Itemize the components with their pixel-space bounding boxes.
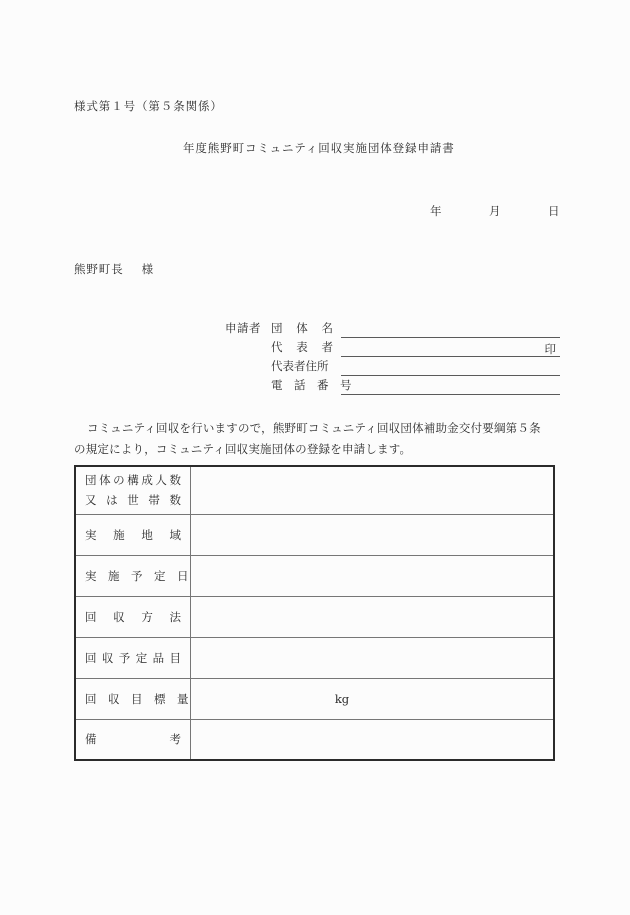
table-row bbox=[75, 466, 554, 514]
row-value-area[interactable] bbox=[191, 514, 555, 555]
date-month-label: 月 bbox=[489, 204, 501, 218]
body-paragraph bbox=[74, 418, 558, 460]
row-label-line-1: 団体の構成人数 bbox=[85, 473, 181, 488]
addressee bbox=[74, 261, 154, 277]
applicant-block bbox=[225, 320, 560, 396]
row-label-line-2: 又 は 世 帯 数 bbox=[85, 493, 181, 508]
table-row bbox=[75, 514, 554, 555]
representative-field[interactable] bbox=[341, 339, 560, 357]
row-unit-kg: kg bbox=[334, 691, 350, 706]
application-details-table bbox=[74, 465, 555, 761]
phone-number-label: 電 話 番 号 bbox=[271, 378, 352, 392]
body-line-1: コミュニティ回収を行いますので，熊野町コミュニティ回収団体補助金交付要綱第５条 bbox=[87, 421, 541, 435]
page-title: 年度熊野町コミュニティ回収実施団体登録申請書 bbox=[183, 141, 455, 155]
table-row bbox=[75, 678, 554, 719]
applicant-row-representative bbox=[225, 339, 560, 358]
seal-stamp-icon: 印 bbox=[544, 341, 556, 356]
table-row bbox=[75, 637, 554, 678]
organization-name-label: 団 体 名 bbox=[271, 321, 333, 335]
organization-name-field[interactable] bbox=[341, 320, 560, 338]
applicant-row-organization bbox=[225, 320, 560, 339]
representative-address-field[interactable] bbox=[341, 358, 560, 376]
row-value-scheduled-date[interactable] bbox=[191, 555, 555, 596]
row-label-planned-items: 回収予定品目 bbox=[75, 637, 191, 678]
row-label-target-amount: 回 収 目 標 量 bbox=[75, 678, 191, 719]
representative-label: 代 表 者 bbox=[271, 340, 333, 354]
body-line-2: の規定により，コミュニティ回収実施団体の登録を申請します。 bbox=[74, 442, 412, 456]
table-row bbox=[75, 719, 554, 760]
form-number: 様式第１号（第５条関係） bbox=[74, 99, 223, 113]
row-label-remarks: 備 考 bbox=[75, 719, 191, 760]
row-label-collection-method: 回 収 方 法 bbox=[75, 596, 191, 637]
row-value-remarks[interactable] bbox=[191, 719, 555, 760]
phone-number-field[interactable] bbox=[341, 377, 560, 395]
applicant-row-phone bbox=[225, 377, 560, 396]
row-label-member-count bbox=[75, 466, 191, 514]
row-value-planned-items[interactable] bbox=[191, 637, 555, 678]
date-year-label: 年 bbox=[430, 204, 442, 218]
date-line bbox=[430, 203, 560, 219]
row-value-member-count[interactable] bbox=[191, 466, 555, 514]
date-day-label: 日 bbox=[548, 204, 560, 218]
table-row bbox=[75, 596, 554, 637]
row-label-area: 実 施 地 域 bbox=[75, 514, 191, 555]
applicant-row-address bbox=[225, 358, 560, 377]
row-label-scheduled-date: 実 施 予 定 日 bbox=[75, 555, 191, 596]
table-row bbox=[75, 555, 554, 596]
row-value-target-amount[interactable] bbox=[191, 678, 555, 719]
addressee-name: 熊野町長 bbox=[74, 262, 124, 276]
addressee-honorific: 様 bbox=[141, 262, 155, 276]
representative-address-label: 代表者住所 bbox=[271, 359, 329, 373]
applicant-prefix-label: 申請者 bbox=[225, 321, 261, 335]
row-value-collection-method[interactable] bbox=[191, 596, 555, 637]
